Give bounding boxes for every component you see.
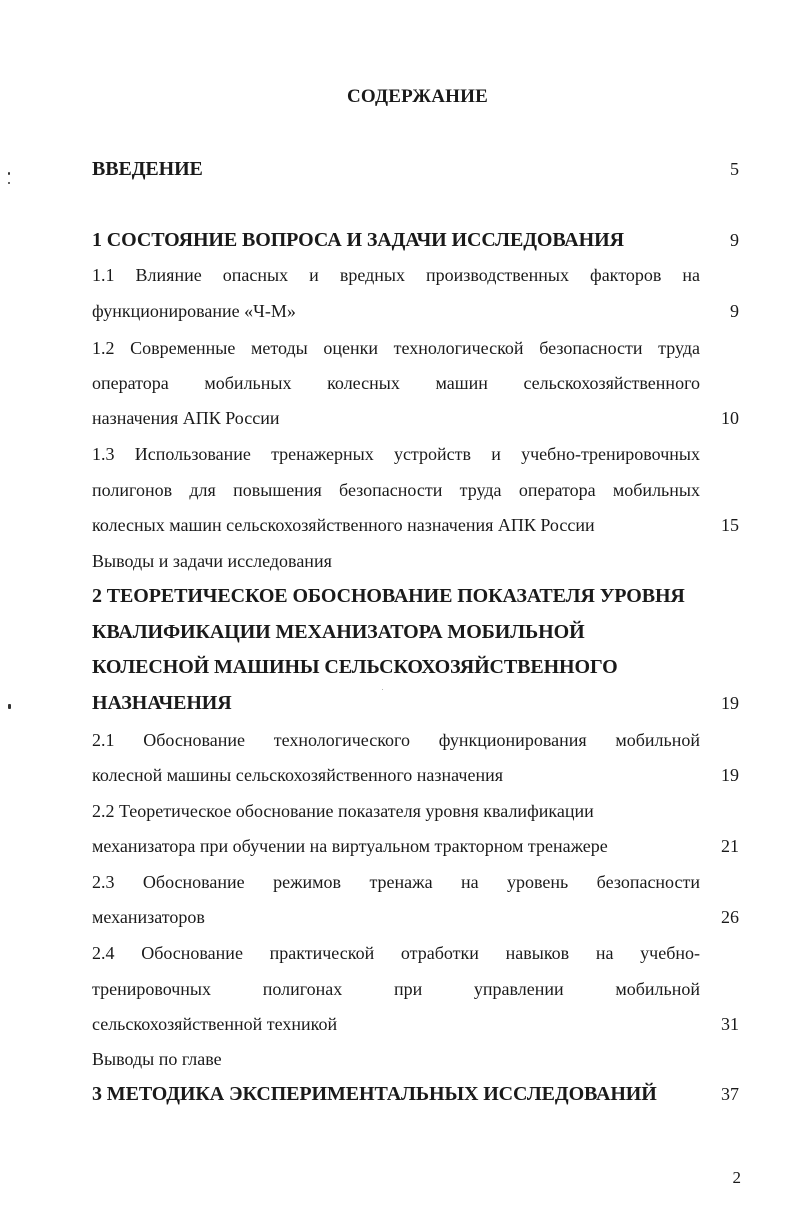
toc-entry-conclusions-1: Выводы и задачи исследования <box>92 551 332 571</box>
toc-page-2-4: 31 <box>721 1014 739 1034</box>
toc-entry-chapter-2-line-3: КОЛЕСНОЙ МАШИНЫ СЕЛЬСКОХОЗЯЙСТВЕННОГО <box>92 656 618 678</box>
toc-entry-1-3-line-3: колесных машин сельскохозяйственного назначения АПК России <box>92 515 595 535</box>
toc-entry-1-2-line-3: назначения АПК России <box>92 408 280 428</box>
toc-entry-chapter-2-line-2: КВАЛИФИКАЦИИ МЕХАНИЗАТОРА МОБИЛЬНОЙ <box>92 621 585 643</box>
toc-entry-1-1-line-2: функционирование «Ч-М» <box>92 301 296 321</box>
toc-page-2-2: 21 <box>721 836 739 856</box>
toc-entry-chapter-3: 3 МЕТОДИКА ЭКСПЕРИМЕНТАЛЬНЫХ ИССЛЕДОВАНИЙ <box>92 1083 657 1105</box>
toc-page-chapter-1: 9 <box>730 230 739 250</box>
toc-entry-2-4-line-1: 2.4 Обоснование практической отработки навыков на учебно- <box>92 943 700 963</box>
toc-entry-1-1-line-1: 1.1 Влияние опасных и вредных производственных факторов на <box>92 265 700 285</box>
toc-entry-2-1-line-2: колесной машины сельскохозяйственного назначения <box>92 765 504 785</box>
toc-page-chapter-3: 37 <box>721 1084 739 1104</box>
toc-entry-chapter-1: 1 СОСТОЯНИЕ ВОПРОСА И ЗАДАЧИ ИССЛЕДОВАНИЯ <box>92 229 624 251</box>
toc-entry-1-2-line-1: 1.2 Современные методы оценки технологической безопасности труда <box>92 338 700 358</box>
toc-entry-2-3-line-2: механизаторов <box>92 907 205 927</box>
toc-entry-chapter-2-line-1: 2 ТЕОРЕТИЧЕСКОЕ ОБОСНОВАНИЕ ПОКАЗАТЕЛЯ УРОВНЯ <box>92 585 685 607</box>
toc-page-intro: 5 <box>730 159 739 179</box>
scan-speck <box>8 172 10 175</box>
scan-speck <box>8 182 10 184</box>
toc-page-1-1: 9 <box>730 301 739 321</box>
toc-entry-conclusions-2: Выводы по главе <box>92 1049 222 1069</box>
toc-entry-2-4-line-3: сельскохозяйственной техникой <box>92 1014 338 1034</box>
toc-page-1-2: 10 <box>721 408 739 428</box>
page-number: 2 <box>732 1168 741 1187</box>
toc-entry-1-2-line-2: оператора мобильных колесных машин сельскохозяйственного <box>92 373 700 393</box>
toc-entry-2-1-line-1: 2.1 Обоснование технологического функционирования мобильной <box>92 730 700 750</box>
toc-page-chapter-2: 19 <box>721 693 739 713</box>
toc-entry-2-3-line-1: 2.3 Обоснование режимов тренажа на уровень безопасности <box>92 872 700 892</box>
toc-entry-2-2-line-2: механизатора при обучении на виртуальном тракторном тренажере <box>92 836 608 856</box>
scan-speck <box>8 704 11 709</box>
toc-entry-2-2-line-1: 2.2 Теоретическое обоснование показателя уровня квалификации <box>92 801 594 821</box>
toc-entry-1-3-line-1: 1.3 Использование тренажерных устройств и учебно-тренировочных <box>92 444 700 464</box>
toc-entry-1-3-line-2: полигонов для повышения безопасности труда оператора мобильных <box>92 480 700 500</box>
toc-page-2-3: 26 <box>721 907 739 927</box>
scan-speck <box>382 689 383 690</box>
toc-title: СОДЕРЖАНИЕ <box>347 86 488 107</box>
toc-page-2-1: 19 <box>721 765 739 785</box>
toc-page-1-3: 15 <box>721 515 739 535</box>
toc-entry-intro: ВВЕДЕНИЕ <box>92 158 203 180</box>
toc-entry-2-4-line-2: тренировочных полигонах при управлении мобильной <box>92 979 700 999</box>
toc-entry-chapter-2-line-4: НАЗНАЧЕНИЯ <box>92 692 232 714</box>
